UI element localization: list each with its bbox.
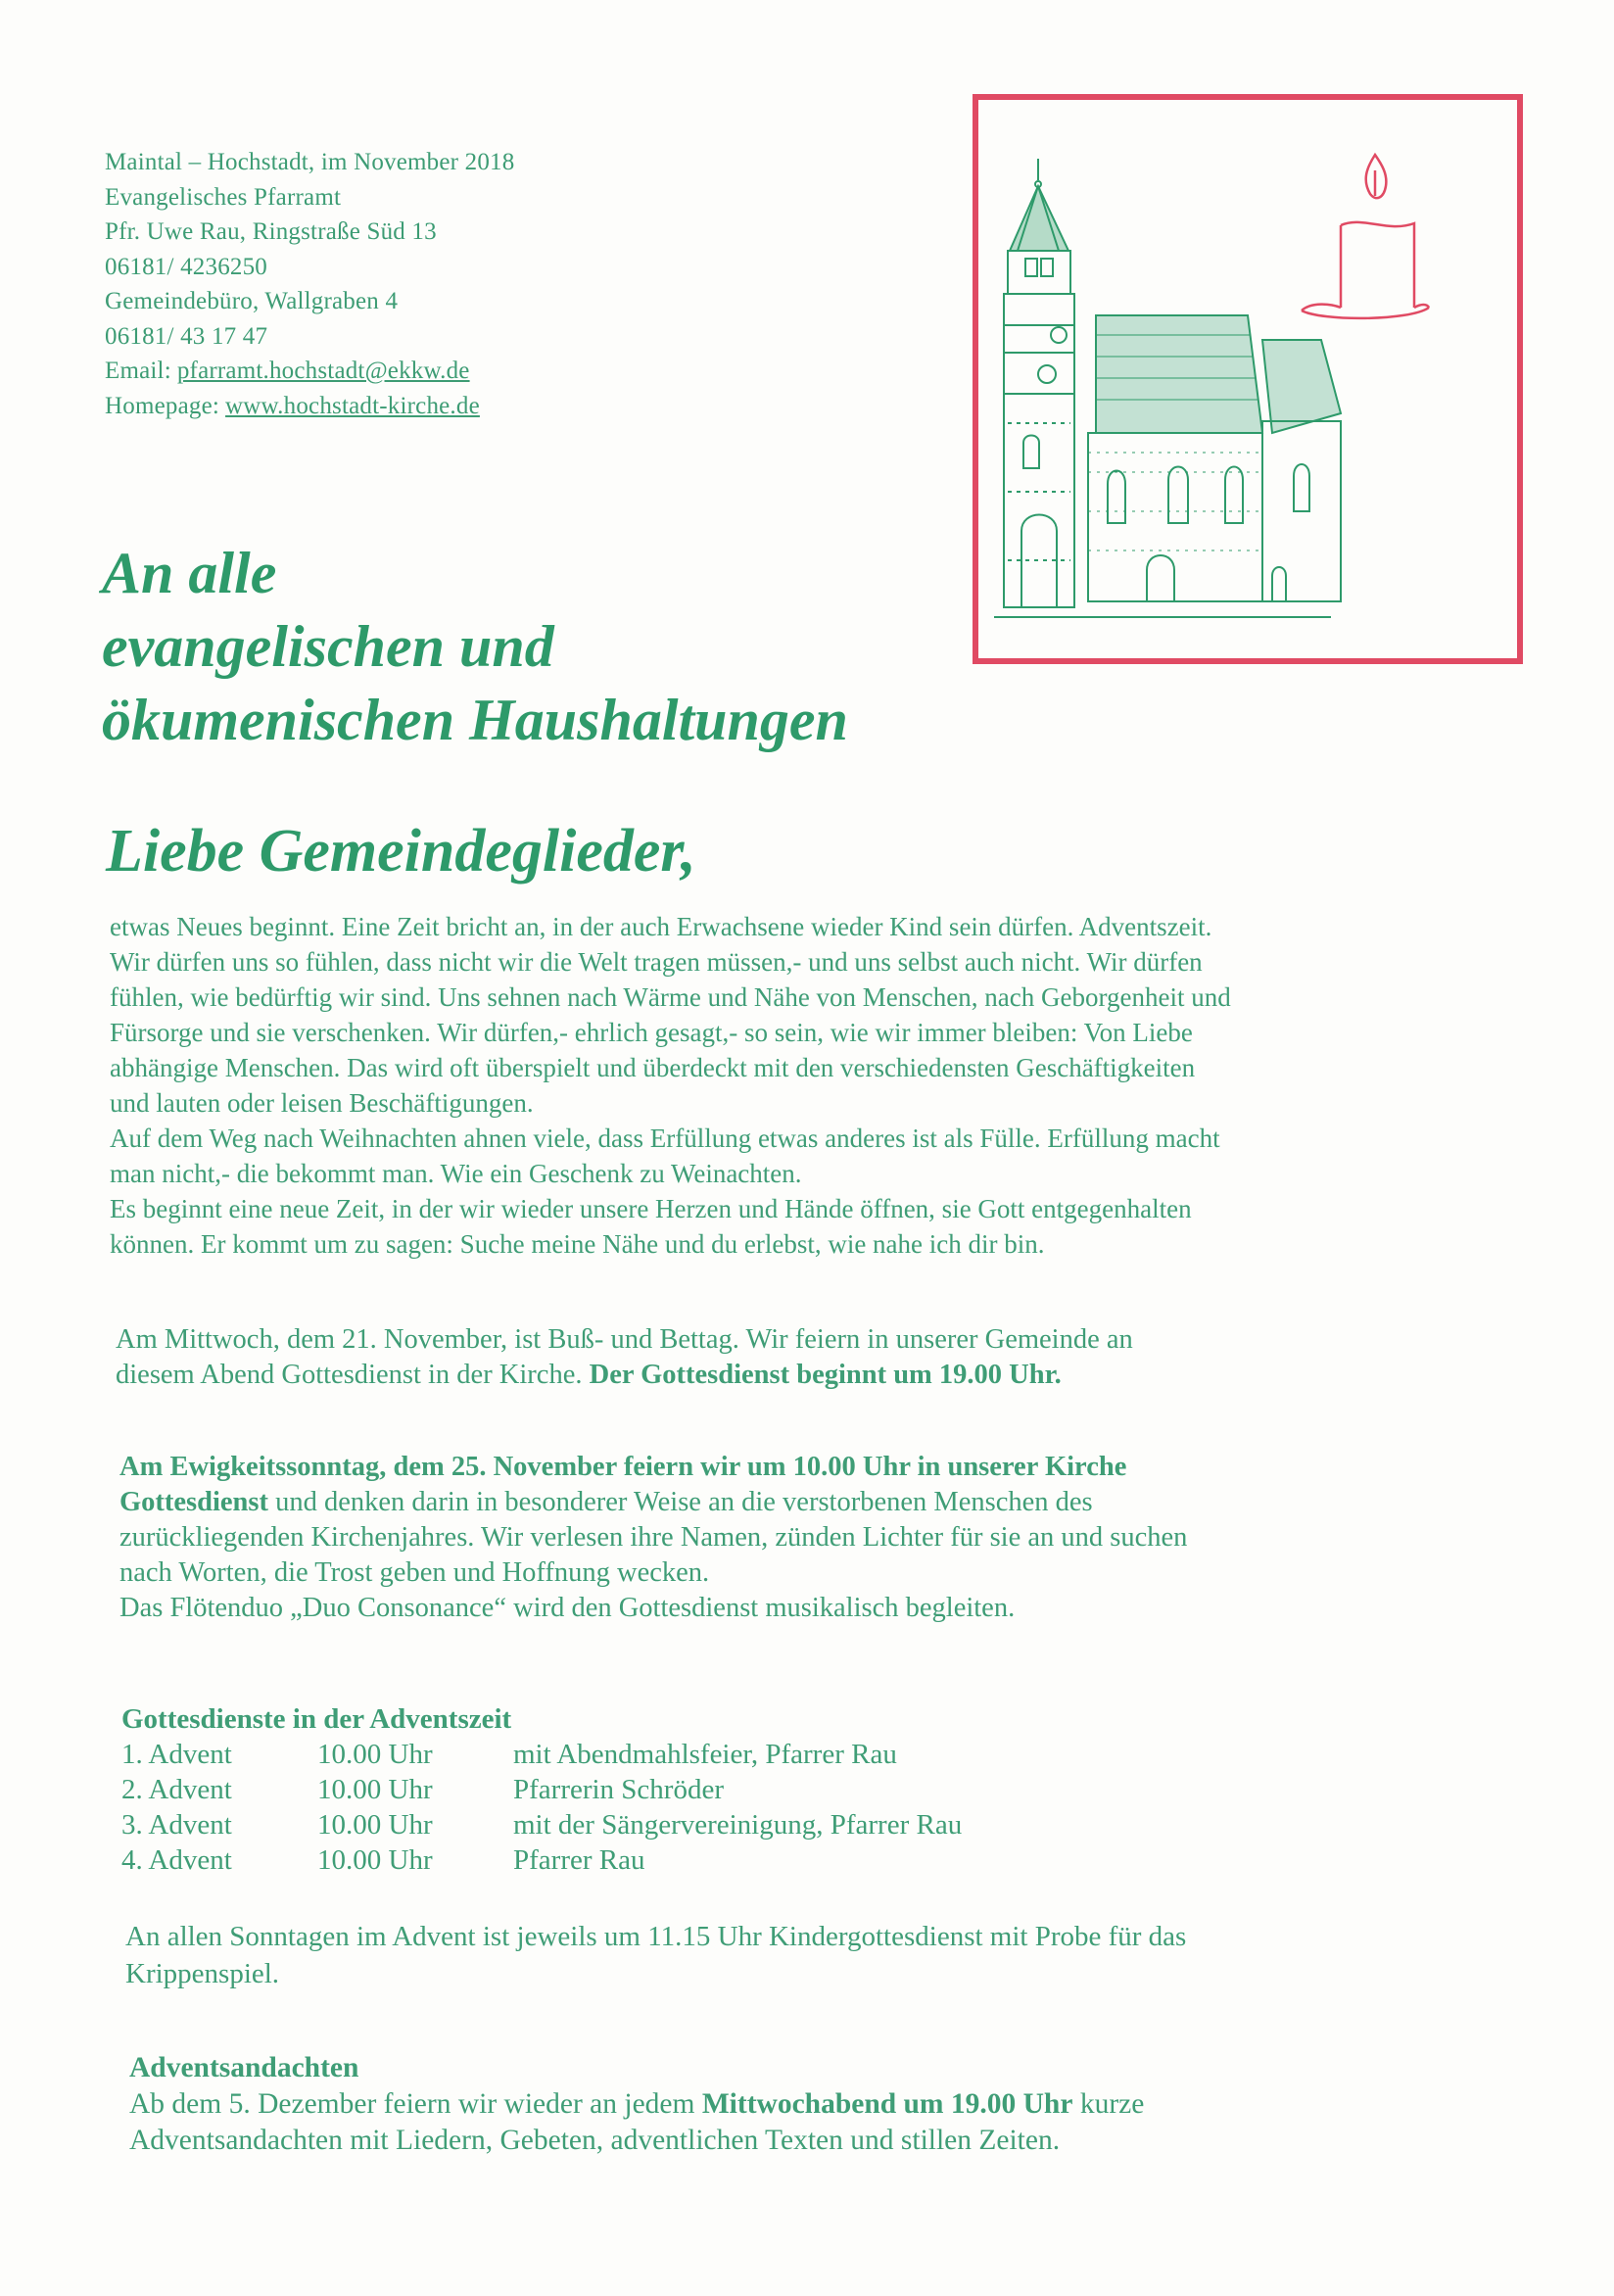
headline-line-3: ökumenischen Haushaltungen	[102, 688, 848, 752]
ewigkeit-line-4: nach Worten, die Trost geben und Hoffnung wecken.	[119, 1557, 710, 1588]
email-line	[105, 354, 514, 389]
andachten-time: Mittwochabend um 19.00 Uhr	[701, 2088, 1073, 2120]
intro-line: Es beginnt eine neue Zeit, in der wir wieder unsere Herzen und Hände öffnen, sie Gott entgegenhalten	[110, 1194, 1192, 1223]
candle-icon	[1302, 155, 1429, 318]
intro-line: können. Er kommt um zu sagen: Suche meine Nähe und du erlebst, wie nahe ich dir bin.	[110, 1229, 1045, 1259]
busstag-paragraph	[116, 1322, 1133, 1393]
advent-row	[121, 1737, 962, 1772]
intro-line: etwas Neues beginnt. Eine Zeit bricht an, in der auch Erwachsene wieder Kind sein dürfen. Adventszeit.	[110, 912, 1212, 941]
ewigkeit-line-3: zurückliegenden Kirchenjahres. Wir verlesen ihre Namen, zünden Lichter für sie an und suchen	[119, 1522, 1188, 1553]
email-link[interactable]: pfarramt.hochstadt@ekkw.de	[176, 358, 470, 384]
ewigkeit-gottesdienst: Gottesdienst	[119, 1487, 268, 1517]
phone-pastor: 06181/ 4236250	[105, 253, 267, 280]
headline	[102, 537, 848, 757]
advent-row	[121, 1842, 962, 1878]
kinder-line-2: Krippenspiel.	[125, 1958, 280, 1989]
email-label: Email:	[105, 358, 171, 384]
intro-line: Auf dem Weg nach Weihnachten ahnen viele, dass Erfüllung etwas anderes ist als Fülle. Erfüllung macht	[110, 1124, 1220, 1153]
advent-time: 10.00 Uhr	[317, 1774, 433, 1805]
intro-line: fühlen, wie bedürftig wir sind. Uns sehnen nach Wärme und Nähe von Menschen, nach Geborgenheit und	[110, 982, 1231, 1012]
church-illustration	[978, 100, 1517, 658]
homepage-label: Homepage:	[105, 392, 220, 419]
andachten-line-2: Adventsandachten mit Liedern, Gebeten, adventlichen Texten und stillen Zeiten.	[129, 2125, 1061, 2156]
advent-row	[121, 1772, 962, 1807]
homepage-line	[105, 389, 514, 424]
busstag-line-2-text: diesem Abend Gottesdienst in der Kirche.	[116, 1360, 583, 1390]
andachten-line-1-post: kurze	[1079, 2088, 1145, 2120]
parish-office: Gemeindebüro, Wallgraben 4	[105, 288, 399, 314]
greeting: Liebe Gemeindeglieder,	[106, 818, 696, 885]
advent-desc: mit der Sängervereinigung, Pfarrer Rau	[513, 1809, 963, 1841]
advent-desc: Pfarrer Rau	[513, 1844, 645, 1876]
ewigkeit-line-1: Am Ewigkeitssonntag, dem 25. November feiern wir um 10.00 Uhr in unserer Kirche	[119, 1452, 1127, 1482]
andachten-line-1	[129, 2086, 1144, 2123]
intro-line: Wir dürfen uns so fühlen, dass nicht wir die Welt tragen müssen,- und uns selbst auch nicht. Wir dürfen	[110, 947, 1203, 977]
headline-line-2: evangelischen und	[102, 614, 554, 679]
ewigkeit-line-2-text: und denken darin in besonderer Weise an die verstorbenen Menschen des	[275, 1487, 1093, 1517]
intro-line: Fürsorge und sie verschenken. Wir dürfen,- ehrlich gesagt,- so sein, wie wir immer bleiben: Von Liebe	[110, 1018, 1193, 1047]
andachten-paragraph	[129, 2050, 1144, 2159]
intro-paragraph	[110, 909, 1520, 1262]
pastor-address: Pfr. Uwe Rau, Ringstraße Süd 13	[105, 218, 437, 245]
intro-line: und lauten oder leisen Beschäftigungen.	[110, 1088, 534, 1118]
andachten-line-1-pre: Ab dem 5. Dezember feiern wir wieder an jedem	[129, 2088, 695, 2120]
busstag-line-2	[116, 1358, 1133, 1393]
advent-day: 1. Advent	[121, 1739, 232, 1770]
ewigkeit-line-2	[119, 1485, 1187, 1520]
phone-office: 06181/ 43 17 47	[105, 322, 268, 350]
advent-services	[121, 1701, 962, 1878]
ewigkeit-line-5: Das Flötenduo „Duo Consonance“ wird den Gottesdienst musikalisch begleiten.	[119, 1593, 1016, 1623]
office-name: Evangelisches Pfarramt	[105, 183, 342, 211]
advent-row	[121, 1807, 962, 1842]
intro-line: man nicht,- die bekommt man. Wie ein Geschenk zu Weinachten.	[110, 1159, 802, 1188]
advent-desc: mit Abendmahlsfeier, Pfarrer Rau	[513, 1739, 897, 1770]
ewigkeit-paragraph	[119, 1450, 1187, 1626]
place-date: Maintal – Hochstadt, im November 2018	[105, 149, 515, 175]
busstag-line-1: Am Mittwoch, dem 21. November, ist Buß- und Bettag. Wir feiern in unserer Gemeinde an	[116, 1324, 1133, 1355]
kinder-paragraph	[125, 1918, 1186, 1992]
advent-day: 4. Advent	[121, 1844, 232, 1876]
andachten-heading: Adventsandachten	[129, 2052, 359, 2083]
advent-day: 2. Advent	[121, 1774, 232, 1805]
advent-day: 3. Advent	[121, 1809, 232, 1841]
church-building	[994, 159, 1341, 617]
homepage-link[interactable]: www.hochstadt-kirche.de	[225, 392, 480, 419]
advent-time: 10.00 Uhr	[317, 1844, 433, 1876]
advent-time: 10.00 Uhr	[317, 1739, 433, 1770]
advent-desc: Pfarrerin Schröder	[513, 1774, 724, 1805]
contact-block	[105, 145, 514, 423]
advent-time: 10.00 Uhr	[317, 1809, 433, 1841]
advent-services-heading: Gottesdienste in der Adventszeit	[121, 1703, 512, 1735]
kinder-line-1: An allen Sonntagen im Advent ist jeweils um 11.15 Uhr Kindergottesdienst mit Probe für das	[125, 1921, 1187, 1952]
church-illustration-frame	[973, 94, 1523, 664]
intro-line: abhängige Menschen. Das wird oft überspielt und überdeckt mit den verschiedensten Geschäftigkeiten	[110, 1053, 1196, 1082]
headline-line-1: An alle	[102, 541, 277, 605]
busstag-time: Der Gottesdienst beginnt um 19.00 Uhr.	[589, 1360, 1062, 1390]
